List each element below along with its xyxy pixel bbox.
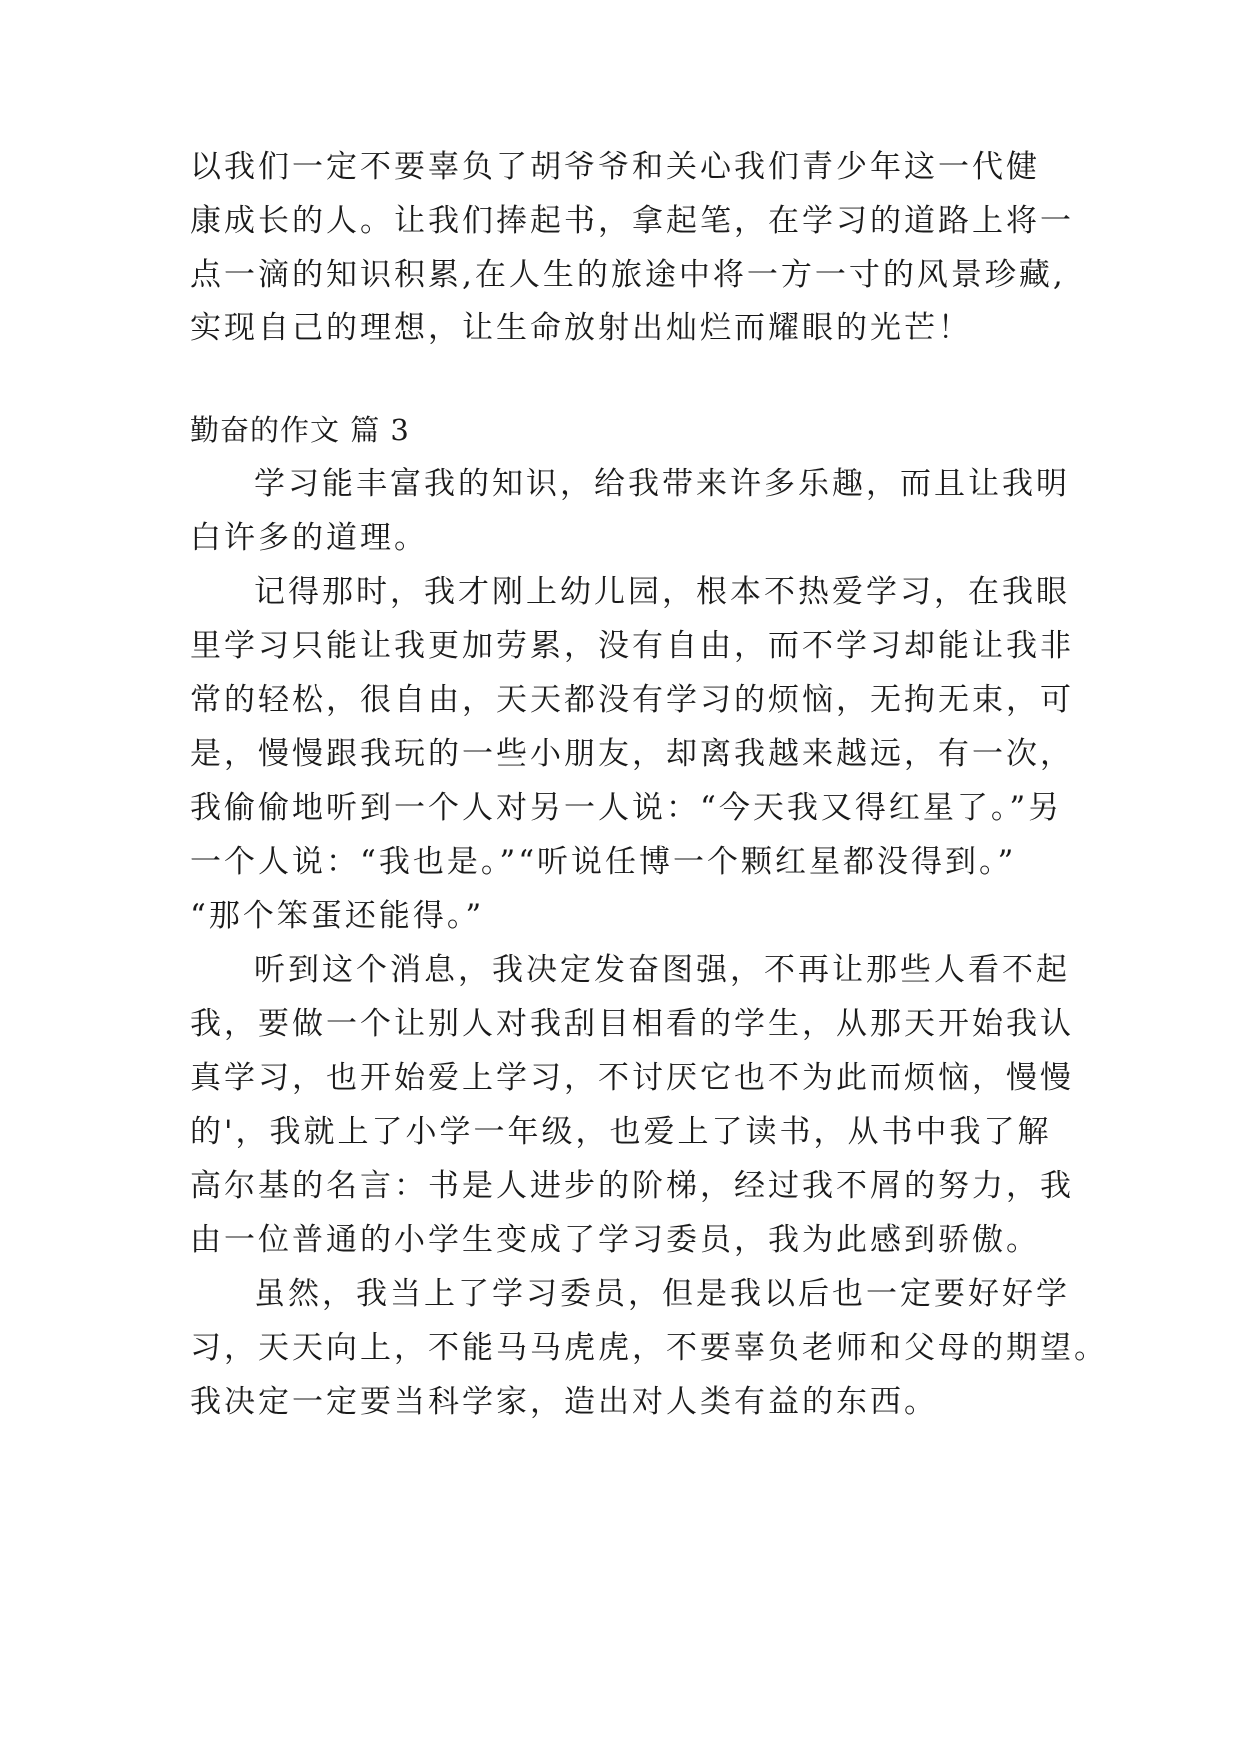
paragraph-line: 由一位普通的小学生变成了学习委员，我为此感到骄傲。 bbox=[190, 1222, 1040, 1258]
paragraph-line: 记得那时，我才刚上幼儿园，根本不热爱学习，在我眼 bbox=[254, 574, 1070, 610]
paragraph-line: 的'，我就上了小学一年级，也爱上了读书，从书中我了解 bbox=[190, 1114, 1052, 1150]
intro-line: 以我们一定不要辜负了胡爷爷和关心我们青少年这一代健 bbox=[190, 149, 1040, 185]
intro-line: 点一滴的知识积累,在人生的旅途中将一方一寸的风景珍藏, bbox=[190, 257, 1066, 293]
paragraph-line: 习，天天向上，不能马马虎虎，不要辜负老师和父母的期望。 bbox=[190, 1330, 1108, 1366]
paragraph-line: 常的轻松，很自由，天天都没有学习的烦恼，无拘无束，可 bbox=[190, 682, 1074, 718]
paragraph-line: 里学习只能让我更加劳累，没有自由，而不学习却能让我非 bbox=[190, 628, 1074, 664]
paragraph-line: 虽然，我当上了学习委员，但是我以后也一定要好好学 bbox=[254, 1276, 1070, 1312]
paragraph-line: 真学习，也开始爱上学习，不讨厌它也不为此而烦恼，慢慢 bbox=[190, 1060, 1074, 1096]
paragraph-line: 我偷偷地听到一个人对另一人说：“今天我又得红星了。”另 bbox=[190, 790, 1063, 826]
intro-line: 康成长的人。让我们捧起书，拿起笔，在学习的道路上将一 bbox=[190, 203, 1074, 239]
paragraph-line: 是，慢慢跟我玩的一些小朋友，却离我越来越远，有一次， bbox=[190, 736, 1074, 772]
paragraph-line: 高尔基的名言：书是人进步的阶梯，经过我不屑的努力，我 bbox=[190, 1168, 1074, 1204]
paragraph-line: 我，要做一个让别人对我刮目相看的学生，从那天开始我认 bbox=[190, 1006, 1074, 1042]
section-heading: 勤奋的作文 篇 3 bbox=[190, 413, 410, 447]
paragraph-line: 我决定一定要当科学家，造出对人类有益的东西。 bbox=[190, 1384, 938, 1420]
paragraph-line: “那个笨蛋还能得。” bbox=[190, 898, 485, 934]
paragraph-line: 听到这个消息，我决定发奋图强，不再让那些人看不起 bbox=[254, 952, 1070, 988]
paragraph-line: 白许多的道理。 bbox=[190, 520, 428, 556]
paragraph-line: 一个人说：“我也是。”“听说任博一个颗红星都没得到。” bbox=[190, 844, 1017, 880]
paragraph-line: 学习能丰富我的知识，给我带来许多乐趣，而且让我明 bbox=[254, 466, 1070, 502]
intro-line: 实现自己的理想，让生命放射出灿烂而耀眼的光芒！ bbox=[190, 310, 972, 346]
